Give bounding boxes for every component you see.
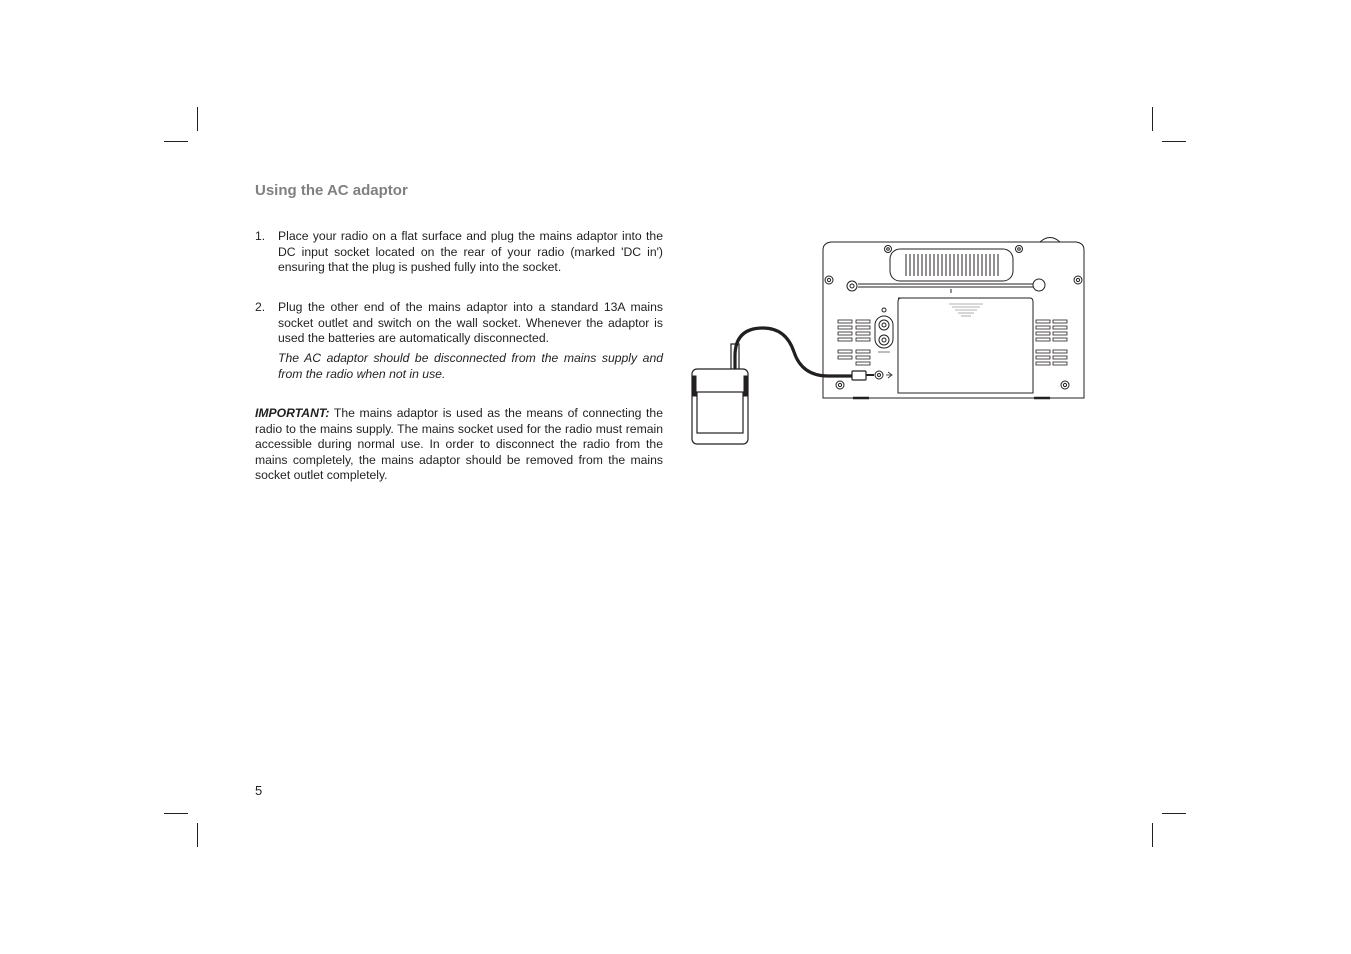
adaptor-side-grip [692,376,696,396]
step-text: Plug the other end of the mains adaptor into a standard 13A mains socket outlet and switch on the wall socket. Whenever the adaptor is used the batteries are automatically disconnected. [278,300,663,345]
step-number: 1. [255,229,266,243]
step-2 [255,300,663,347]
crop-mark [1152,107,1153,131]
crop-mark [1162,813,1186,814]
crop-mark [197,823,198,847]
crop-mark [1162,141,1186,142]
adaptor-side-grip [744,376,748,396]
battery-compartment [898,298,1033,393]
top-knob [1040,238,1060,243]
important-label: IMPORTANT: [255,406,330,420]
handle-icon [890,249,1013,281]
crop-mark [197,107,198,131]
crop-mark [164,141,188,142]
step-1 [255,229,663,276]
page-number: 5 [255,783,263,798]
crop-mark [164,813,188,814]
radio-rear-illustration [688,232,1088,448]
step-2-note: The AC adaptor should be disconnected from the mains supply and from the radio when not in use. [278,351,663,381]
section-heading: Using the AC adaptor [255,182,408,199]
step-text: Place your radio on a flat surface and plug the mains adaptor into the DC input socket located on the rear of your radio (marked 'DC in') ensuring that the plug is pushed fully into the socket. [278,229,663,274]
step-number: 2. [255,300,266,314]
dc-plug [852,371,866,380]
important-notice [255,406,663,484]
important-text: The mains adaptor is used as the means of connecting the radio to the mains supply. The mains socket used for the radio must remain accessible during normal use. In order to disconnect the radio from the mains completely, the mains adaptor should be removed from the mains socket outlet completely. [255,406,663,482]
crop-mark [1152,823,1153,847]
